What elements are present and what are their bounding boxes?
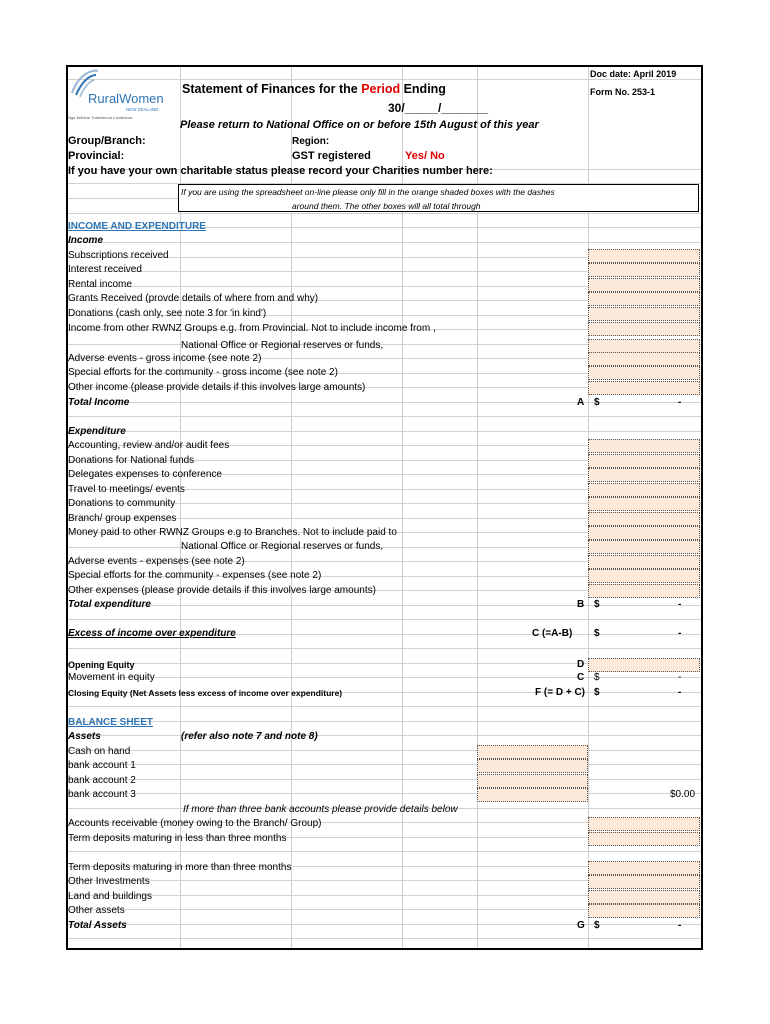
ending-date-line: 30/_____/_______	[388, 101, 489, 115]
provincial-label: Provincial:	[68, 150, 125, 162]
bank-account-2-label: bank account 2	[68, 775, 136, 786]
total-expenditure-code: B	[577, 599, 585, 610]
income-item: Donations (cash only, see note 3 for 'in kind')	[68, 308, 267, 319]
income-item: Income from other RWNZ Groups e.g. from Provincial. Not to include income from ,	[68, 323, 436, 334]
grid-row-line	[66, 431, 701, 432]
grid-row-line	[66, 648, 701, 649]
doc-date: Doc date: April 2019	[590, 69, 677, 79]
accounts-receivable-input[interactable]	[588, 817, 700, 831]
rural-women-logo	[68, 67, 176, 122]
grid-row-line	[66, 677, 701, 678]
expenditure-item: Adverse events - expenses (see note 2)	[68, 556, 245, 567]
income-input-cell[interactable]	[588, 249, 700, 263]
income-section-title: INCOME AND EXPENDITURE	[68, 221, 206, 232]
grid-row-line	[66, 750, 701, 751]
expenditure-input-cell[interactable]	[588, 497, 700, 511]
grid-row-line	[66, 402, 701, 403]
grid-row-line	[66, 213, 701, 214]
total-assets-code: G	[577, 920, 585, 931]
excess-currency: $	[594, 628, 600, 639]
total-assets-value: -	[678, 920, 682, 931]
bank-account-2-input[interactable]	[477, 774, 588, 788]
assets-heading: Assets	[68, 731, 101, 742]
expenditure-item: Donations for National funds	[68, 455, 195, 466]
closing-equity-currency: $	[594, 687, 600, 698]
grid-row-line	[66, 938, 701, 939]
income-input-cell[interactable]	[588, 263, 700, 277]
income-input-cell[interactable]	[588, 292, 700, 306]
expenditure-item: Donations to community	[68, 498, 176, 509]
group-branch-label: Group/Branch:	[68, 135, 146, 147]
svg-text:NEW ZEALAND: NEW ZEALAND	[126, 107, 159, 112]
income-input-cell[interactable]	[588, 307, 700, 321]
expenditure-input-cell[interactable]	[588, 569, 700, 583]
opening-equity-input[interactable]	[588, 658, 700, 672]
expenditure-input-cell[interactable]	[588, 454, 700, 468]
closing-equity-code: F (= D + C)	[535, 687, 586, 698]
bank-total-value: $0.00	[670, 789, 696, 800]
income-item: Special efforts for the community - gross income (see note 2)	[68, 367, 338, 378]
total-assets-currency: $	[594, 920, 600, 931]
cash-on-hand-input[interactable]	[477, 745, 588, 759]
other-investments-label: Other Investments	[68, 876, 150, 887]
grid-row-line	[66, 851, 701, 852]
income-item: Other income (please provide details if this involves large amounts)	[68, 382, 366, 393]
accounts-receivable-label: Accounts receivable (money owing to the Branch/ Group)	[68, 818, 322, 829]
closing-equity-value: -	[678, 687, 682, 698]
expenditure-item: Branch/ group expenses	[68, 513, 177, 524]
more-accounts-note: If more than three bank accounts please provide details below	[183, 804, 458, 815]
grid-row-line	[66, 242, 701, 243]
expenditure-heading: Expenditure	[68, 426, 126, 437]
balance-sheet-title: BALANCE SHEET	[68, 717, 154, 728]
movement-equity-code: C	[577, 672, 585, 683]
excess-label: Excess of income over expenditure	[68, 628, 236, 639]
bank-account-1-label: bank account 1	[68, 760, 136, 771]
total-expenditure-label: Total expenditure	[68, 599, 151, 610]
term-less-label: Term deposits maturing in less than three months	[68, 833, 287, 844]
grid-row-line	[66, 764, 701, 765]
grid-row-line	[66, 779, 701, 780]
form-number: Form No. 253-1	[590, 87, 656, 97]
grid-row-line	[66, 721, 701, 722]
total-income-label: Total Income	[68, 397, 130, 408]
cash-on-hand-label: Cash on hand	[68, 746, 131, 757]
instruction-line-2: around them. The other boxes will all total through	[292, 201, 481, 211]
total-assets-label: Total Assets	[68, 920, 127, 931]
return-note: Please return to National Office on or before 15th August of this year	[180, 119, 539, 131]
charities-number-prompt: If you have your own charitable status please record your Charities number here:	[68, 165, 493, 177]
bank-account-3-label: bank account 3	[68, 789, 136, 800]
expenditure-item: National Office or Regional reserves or funds,	[181, 541, 384, 552]
expenditure-item: Other expenses (please provide details if this involves large amounts)	[68, 585, 376, 596]
income-item: Adverse events - gross income (see note 2)	[68, 353, 262, 364]
grid-row-line	[66, 619, 701, 620]
income-input-cell[interactable]	[588, 322, 700, 336]
grid-row-line	[66, 605, 701, 606]
total-income-currency: $	[594, 397, 600, 408]
term-more-input[interactable]	[588, 861, 700, 875]
total-expenditure-currency: $	[594, 599, 600, 610]
expenditure-input-cell[interactable]	[588, 512, 700, 526]
excess-value: -	[678, 628, 682, 639]
land-buildings-label: Land and buildings	[68, 891, 152, 902]
opening-equity-label: Opening Equity	[68, 660, 135, 670]
expenditure-input-cell[interactable]	[588, 483, 700, 497]
grid-row-line	[66, 793, 701, 794]
income-input-cell[interactable]	[588, 381, 700, 395]
income-item: Grants Received (provde details of where from and why)	[68, 293, 319, 304]
form-title: Statement of Finances for the Period Ending	[182, 82, 446, 96]
grid-row-line	[66, 706, 701, 707]
title-period: Period	[361, 82, 401, 96]
gst-yes-no[interactable]: Yes/ No	[405, 150, 445, 162]
bank-account-3-input[interactable]	[477, 788, 588, 802]
expenditure-item: Accounting, review and/or audit fees	[68, 440, 230, 451]
movement-equity-label: Movement in equity	[68, 672, 155, 683]
income-item: National Office or Regional reserves or funds,	[181, 340, 384, 351]
other-assets-label: Other assets	[68, 905, 125, 916]
movement-equity-value: -	[678, 672, 682, 683]
total-income-code: A	[577, 397, 585, 408]
expenditure-item: Delegates expenses to conference	[68, 469, 222, 480]
svg-text:RuralWomen: RuralWomen	[88, 91, 164, 106]
other-investments-input[interactable]	[588, 875, 700, 889]
grid-row-line	[66, 735, 701, 736]
opening-equity-code: D	[577, 659, 585, 670]
gst-label: GST registered	[292, 150, 371, 162]
grid-row-line	[66, 924, 701, 925]
svg-text:Nga Wāhine Tuawhenua o Aotearo: Nga Wāhine Tuawhenua o Aotearoa	[68, 115, 133, 120]
expenditure-input-cell[interactable]	[588, 555, 700, 569]
expenditure-input-cell[interactable]	[588, 468, 700, 482]
expenditure-input-cell[interactable]	[588, 584, 700, 598]
expenditure-item: Money paid to other RWNZ Groups e.g to Branches. Not to include paid to	[68, 527, 397, 538]
income-item: Rental income	[68, 279, 132, 290]
income-input-cell[interactable]	[588, 278, 700, 292]
assets-notes-ref: (refer also note 7 and note 8)	[181, 731, 318, 742]
income-input-cell[interactable]	[588, 352, 700, 366]
income-input-cell[interactable]	[588, 339, 700, 353]
region-label: Region:	[292, 136, 330, 147]
grid-row-line	[66, 416, 701, 417]
income-heading: Income	[68, 235, 104, 246]
other-assets-input[interactable]	[588, 904, 700, 918]
expenditure-input-cell[interactable]	[588, 540, 700, 554]
closing-equity-label: Closing Equity (Net Assets less excess of income over expenditure)	[68, 688, 343, 698]
total-expenditure-value: -	[678, 599, 682, 610]
movement-equity-currency: $	[594, 672, 600, 683]
expenditure-input-cell[interactable]	[588, 526, 700, 540]
expenditure-item: Travel to meetings/ events	[68, 484, 185, 495]
income-item: Subscriptions received	[68, 250, 169, 261]
expenditure-input-cell[interactable]	[588, 439, 700, 453]
total-income-value: -	[678, 397, 682, 408]
income-input-cell[interactable]	[588, 366, 700, 380]
term-more-label: Term deposits maturing in more than three months	[68, 862, 292, 873]
expenditure-item: Special efforts for the community - expenses (see note 2)	[68, 570, 322, 581]
land-buildings-input[interactable]	[588, 890, 700, 904]
instruction-line-1: If you are using the spreadsheet on-line please only fill in the orange shaded boxes with the dashes	[181, 187, 555, 197]
bank-account-1-input[interactable]	[477, 759, 588, 773]
income-item: Interest received	[68, 264, 142, 275]
term-less-input[interactable]	[588, 832, 700, 846]
excess-code: C (=A-B)	[532, 628, 573, 639]
